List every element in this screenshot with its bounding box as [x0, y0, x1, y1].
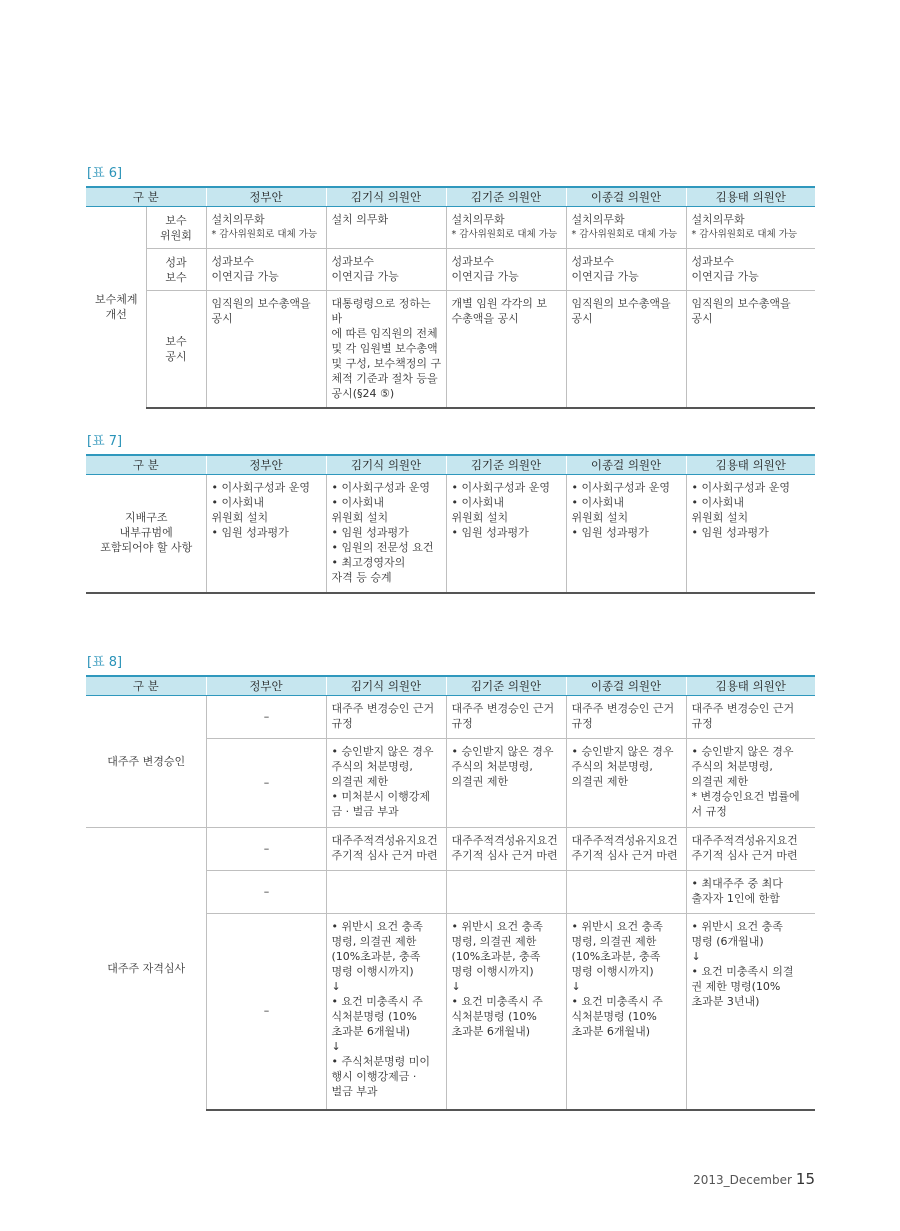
- table-cell: 대주주 변경승인 근거 규정: [326, 696, 446, 739]
- table-cell: 개별 임원 각각의 보 수총액을 공시: [446, 291, 566, 409]
- col-header-kim-gisik: 김기식 의원안: [326, 676, 446, 696]
- table-cell: 대주주적격성유지요건 주기적 심사 근거 마련: [566, 828, 686, 871]
- col-header-kim-gijun: 김기준 의원안: [446, 187, 566, 207]
- table6: [86, 186, 815, 409]
- sub-label: 보수 공시: [146, 291, 206, 409]
- col-header-lee-jonggeol: 이종걸 의원안: [566, 676, 686, 696]
- table-cell: 대통령령으로 정하는 바 에 따른 임직원의 전체 및 각 임원별 보수총액 및 구성, 보수책정의 구 체적 기준과 절차 등을 공시(§24 ⑤): [326, 291, 446, 409]
- table-cell: • 승인받지 않은 경우 주식의 처분명령, 의결권 제한 * 변경승인요건 법률에 서 규정: [686, 739, 815, 828]
- col-header-category: 구 분: [86, 187, 206, 207]
- table-cell: [326, 871, 446, 914]
- table-cell: 대주주 변경승인 근거 규정: [566, 696, 686, 739]
- col-header-kim-gisik: 김기식 의원안: [326, 187, 446, 207]
- table-cell: 설치의무화 * 감사위원회로 대체 가능: [566, 207, 686, 249]
- col-header-kim-yongtae: 김용태 의원안: [686, 187, 815, 207]
- table-cell: • 이사회구성과 운영 • 이사회내 위원회 설치 • 임원 성과평가 • 임원의 전문성 요건 • 최고경영자의 자격 등 승계: [326, 475, 446, 593]
- table-cell: 대주주적격성유지요건 주기적 심사 근거 마련: [326, 828, 446, 871]
- table-cell: • 승인받지 않은 경우 주식의 처분명령, 의결권 제한: [566, 739, 686, 828]
- row-group-label: 보수체계 개선: [94, 293, 138, 321]
- table-cell: • 위반시 요건 충족 명령, 의결권 제한 (10%초과분, 충족 명령 이행시까지) ↓ • 요건 미충족시 주 식처분명령 (10% 초과분 6개월내): [446, 914, 566, 1110]
- empty-dash: –: [206, 739, 326, 828]
- table-cell: • 이사회구성과 운영 • 이사회내 위원회 설치 • 임원 성과평가: [566, 475, 686, 593]
- col-header-kim-yongtae: 김용태 의원안: [686, 455, 815, 475]
- table-cell: • 위반시 요건 충족 명령, 의결권 제한 (10%초과분, 충족 명령 이행시까지) ↓ • 요건 미충족시 주 식처분명령 (10% 초과분 6개월내): [566, 914, 686, 1110]
- page-footer: [693, 1170, 815, 1188]
- table7-label: [표 7]: [87, 434, 123, 449]
- table-cell: 성과보수 이연지급 가능: [686, 249, 815, 291]
- table6-label: [표 6]: [87, 166, 123, 181]
- table-cell: 임직원의 보수총액을 공시: [566, 291, 686, 409]
- empty-dash: –: [206, 696, 326, 739]
- table-cell: • 위반시 요건 충족 명령 (6개월내) ↓ • 요건 미충족시 의결 권 제한 명령(10% 초과분 3년내): [686, 914, 815, 1110]
- table-cell: 대주주 변경승인 근거 규정: [446, 696, 566, 739]
- col-header-government: 정부안: [206, 676, 326, 696]
- table-cell: 임직원의 보수총액을 공시: [686, 291, 815, 409]
- col-header-government: 정부안: [206, 187, 326, 207]
- table-cell: • 이사회구성과 운영 • 이사회내 위원회 설치 • 임원 성과평가: [446, 475, 566, 593]
- table-cell: 성과보수 이연지급 가능: [566, 249, 686, 291]
- empty-dash: –: [206, 914, 326, 1110]
- table-cell: • 승인받지 않은 경우 주식의 처분명령, 의결권 제한: [446, 739, 566, 828]
- table-cell: 설치의무화 * 감사위원회로 대체 가능: [446, 207, 566, 249]
- row-group-label: 대주주 자격심사: [86, 828, 206, 1110]
- table-cell: 성과보수 이연지급 가능: [326, 249, 446, 291]
- table8-label: [표 8]: [87, 655, 123, 670]
- col-header-kim-gijun: 김기준 의원안: [446, 455, 566, 475]
- table-cell: • 최대주주 중 최다 출자자 1인에 한함: [686, 871, 815, 914]
- empty-dash: –: [206, 828, 326, 871]
- table-cell: 설치 의무화: [326, 207, 446, 249]
- table-cell: [566, 871, 686, 914]
- row-group-label: 대주주 변경승인: [107, 754, 186, 768]
- col-header-category: 구 분: [86, 455, 206, 475]
- table8: [86, 675, 815, 1111]
- issue-label: 2013_December: [693, 1173, 792, 1187]
- col-header-government: 정부안: [206, 455, 326, 475]
- col-header-kim-gijun: 김기준 의원안: [446, 676, 566, 696]
- table-cell: • 이사회구성과 운영 • 이사회내 위원회 설치 • 임원 성과평가: [206, 475, 326, 593]
- table-cell: 성과보수 이연지급 가능: [446, 249, 566, 291]
- table-cell: 설치의무화 * 감사위원회로 대체 가능: [686, 207, 815, 249]
- table-cell: • 위반시 요건 충족 명령, 의결권 제한 (10%초과분, 충족 명령 이행시까지) ↓ • 요건 미충족시 주 식처분명령 (10% 초과분 6개월내) ↓ • 주식처분명령 미이 행시 이행강제금 · 벌금 부과: [326, 914, 446, 1110]
- table-cell: • 승인받지 않은 경우 주식의 처분명령, 의결권 제한 • 미처분시 이행강제 금 · 벌금 부과: [326, 739, 446, 828]
- col-header-kim-gisik: 김기식 의원안: [326, 455, 446, 475]
- table-cell: [446, 871, 566, 914]
- page-number: 15: [795, 1170, 815, 1188]
- sub-label: 보수 위원회: [146, 207, 206, 249]
- empty-dash: –: [206, 871, 326, 914]
- table7: [86, 454, 815, 594]
- table-cell: 성과보수 이연지급 가능: [206, 249, 326, 291]
- table-cell: 대주주 변경승인 근거 규정: [686, 696, 815, 739]
- table-cell: • 이사회구성과 운영 • 이사회내 위원회 설치 • 임원 성과평가: [686, 475, 815, 593]
- table-cell: 대주주적격성유지요건 주기적 심사 근거 마련: [686, 828, 815, 871]
- col-header-lee-jonggeol: 이종걸 의원안: [566, 455, 686, 475]
- table-cell: 대주주적격성유지요건 주기적 심사 근거 마련: [446, 828, 566, 871]
- col-header-kim-yongtae: 김용태 의원안: [686, 676, 815, 696]
- table-cell: 임직원의 보수총액을 공시: [206, 291, 326, 409]
- col-header-lee-jonggeol: 이종걸 의원안: [566, 187, 686, 207]
- row-group-label: 지배구조 내부규범에 포함되어야 할 사항: [86, 475, 206, 593]
- col-header-category: 구 분: [86, 676, 206, 696]
- sub-label: 성과 보수: [146, 249, 206, 291]
- table-cell: 설치의무화 * 감사위원회로 대체 가능: [206, 207, 326, 249]
